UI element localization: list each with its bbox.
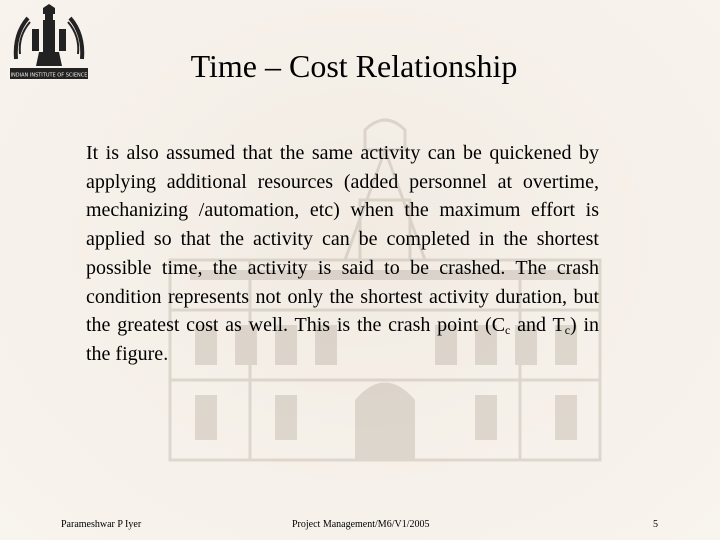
body-text-part2: and T [510, 314, 565, 337]
crash-time-subscript: c [564, 323, 571, 338]
body-paragraph [86, 139, 599, 369]
crash-cost-subscript: c [505, 323, 511, 338]
body-text-part1: It is also assumed that the same activity can be quickened by applying additional resources (added personnel at overtime, mechanizing /automation, etc) when the maximum effort is applied so that the activity can be completed in the shortest possible time, the activity is said to be crashed. The crash condition represents not only the shortest activity duration, but the greatest cost as well. This is the crash point (C [86, 142, 599, 337]
footer-author: Parameshwar P Iyer [61, 519, 142, 530]
page-number: 5 [653, 519, 658, 530]
footer-course: Project Management/M6/V1/2005 [292, 519, 430, 530]
svg-text:INDIAN INSTITUTE OF SCIENCE: INDIAN INSTITUTE OF SCIENCE [10, 72, 88, 79]
body-text-part3: ) in the figure. [86, 314, 600, 365]
slide-title: Time – Cost Relationship [190, 48, 518, 84]
